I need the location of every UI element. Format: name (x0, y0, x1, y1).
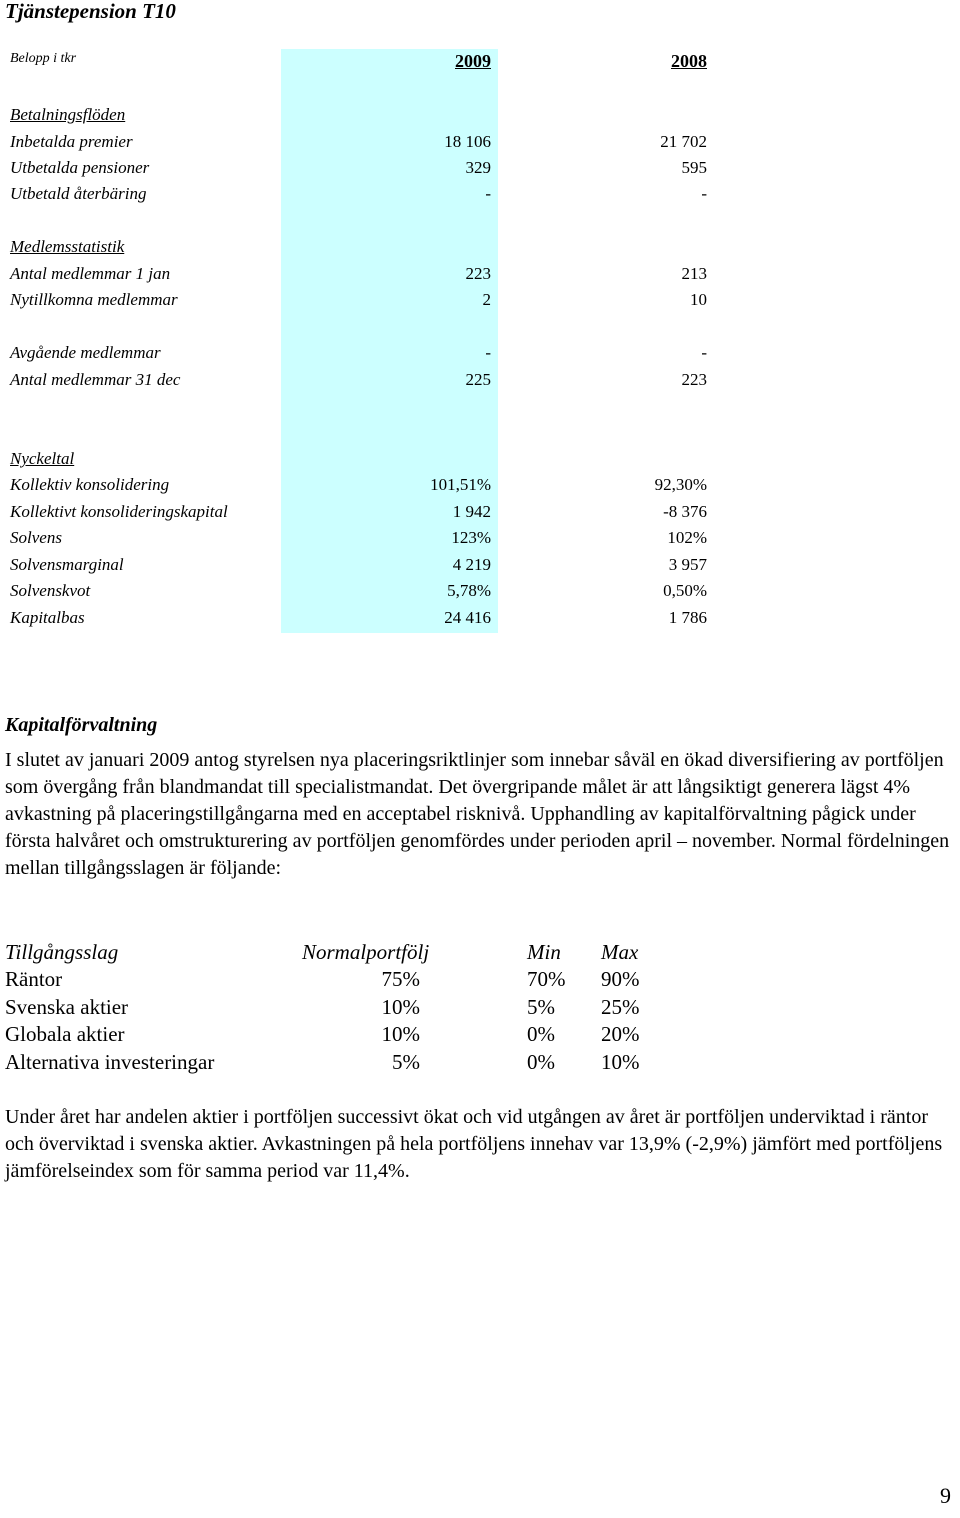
alloc-normal: 10% (381, 1022, 420, 1046)
value-2009: 4 219 (452, 555, 491, 574)
section-heading-keyfigures: Nyckeltal (10, 449, 75, 468)
alloc-min: 0% (527, 1022, 555, 1046)
table-row (0, 555, 720, 581)
year-header-2009: 2009 (455, 51, 491, 71)
alloc-asset-class: Svenska aktier (5, 995, 129, 1019)
table-row (0, 528, 720, 554)
table-row (0, 475, 720, 501)
alloc-asset-class: Globala aktier (5, 1022, 125, 1046)
table-row (0, 132, 720, 158)
value-2008: 10 (690, 290, 707, 309)
alloc-header-max: Max (601, 940, 639, 964)
allocation-row (0, 1022, 700, 1050)
value-2008: 595 (681, 158, 707, 177)
alloc-normal: 10% (381, 995, 420, 1019)
value-2009: 18 106 (444, 132, 491, 151)
asset-management-heading: Kapitalförvaltning (5, 714, 158, 736)
row-label: Avgående medlemmar (10, 343, 161, 362)
value-2008: -8 376 (663, 502, 707, 521)
value-2009: 5,78% (447, 581, 491, 600)
row-label: Antal medlemmar 1 jan (10, 264, 171, 283)
alloc-min: 5% (527, 995, 555, 1019)
table-row (0, 608, 720, 634)
row-label: Solvens (10, 528, 62, 547)
allocation-row (0, 1050, 700, 1078)
row-label: Antal medlemmar 31 dec (10, 370, 181, 389)
section-heading-members: Medlemsstatistik (10, 237, 125, 256)
table-row (0, 264, 720, 290)
table-row (0, 581, 720, 607)
row-label: Kollektivt konsolideringskapital (10, 502, 228, 521)
value-2008: 92,30% (654, 475, 707, 494)
value-2009: 24 416 (444, 608, 491, 627)
allocation-row (0, 967, 700, 995)
page-title: Tjänstepension T10 (5, 0, 176, 23)
asset-management-paragraph-2: Under året har andelen aktier i portföljen successivt ökat och vid utgången av året är portföljen underviktad i räntor och överviktad i svenska aktier. Avkastningen på hela portföljens innehav var 13,9% (-2,9%) jämfört med portföljens jämförelseindex som för samma period var 11,4%. (5, 1106, 943, 1182)
value-2008: 21 702 (660, 132, 707, 151)
row-label: Solvensmarginal (10, 555, 124, 574)
alloc-max: 25% (601, 995, 640, 1019)
value-2008: 213 (681, 264, 707, 283)
table-row (0, 158, 720, 184)
value-2009: 101,51% (430, 475, 491, 494)
value-2009: 329 (465, 158, 491, 177)
alloc-max: 20% (601, 1022, 640, 1046)
value-2009: 225 (465, 370, 491, 389)
value-2008: 223 (681, 370, 707, 389)
table-row (0, 502, 720, 528)
table-row (0, 184, 720, 210)
allocation-header-row (0, 940, 700, 968)
year-header-2008: 2008 (671, 51, 707, 71)
alloc-max: 10% (601, 1050, 640, 1074)
value-2009: - (485, 343, 491, 362)
row-label: Utbetalda pensioner (10, 158, 150, 177)
alloc-max: 90% (601, 967, 640, 991)
value-2009: - (485, 184, 491, 203)
page-number: 9 (940, 1483, 951, 1508)
value-2008: 102% (667, 528, 707, 547)
row-label: Inbetalda premier (10, 132, 133, 151)
alloc-normal: 5% (392, 1050, 420, 1074)
value-2008: - (701, 184, 707, 203)
row-label: Kollektiv konsolidering (10, 475, 170, 494)
table-row (0, 290, 720, 316)
allocation-row (0, 995, 700, 1023)
value-2009: 1 942 (452, 502, 491, 521)
row-label: Nytillkomna medlemmar (10, 290, 178, 309)
unit-label: Belopp i tkr (10, 51, 77, 66)
row-label: Solvenskvot (10, 581, 91, 600)
value-2008: 3 957 (668, 555, 707, 574)
value-2008: - (701, 343, 707, 362)
value-2009: 123% (451, 528, 491, 547)
alloc-header-normal: Normalportfölj (302, 940, 430, 964)
row-label: Utbetald återbäring (10, 184, 147, 203)
alloc-normal: 75% (381, 967, 420, 991)
alloc-asset-class: Alternativa investeringar (5, 1050, 215, 1074)
value-2009: 2 (482, 290, 491, 309)
alloc-header-asset-class: Tillgångsslag (5, 940, 119, 964)
table-row (0, 343, 720, 369)
table-row (0, 370, 720, 396)
alloc-asset-class: Räntor (5, 967, 63, 991)
section-heading-cashflows: Betalningsflöden (10, 105, 126, 124)
alloc-min: 0% (527, 1050, 555, 1074)
asset-management-paragraph-1: I slutet av januari 2009 antog styrelsen nya placeringsriktlinjer som innebar såväl en ökad diversifiering av portföljen som övergång från blandmandat till specialistmandat. Det övergripande målet är att långsiktigt generera lägst 4% avkastning på placeringstillgångarna med en acceptabel risknivå. Upphandling av kapitalförvaltning pågick under första halvåret och omstrukturering av portföljen genomfördes under perioden april – november. Normal fördelningen mellan tillgångsslagen är följande: (5, 749, 950, 879)
value-2008: 1 786 (668, 608, 707, 627)
row-label: Kapitalbas (10, 608, 85, 627)
value-2008: 0,50% (663, 581, 707, 600)
alloc-header-min: Min (527, 940, 561, 964)
alloc-min: 70% (527, 967, 566, 991)
value-2009: 223 (465, 264, 491, 283)
